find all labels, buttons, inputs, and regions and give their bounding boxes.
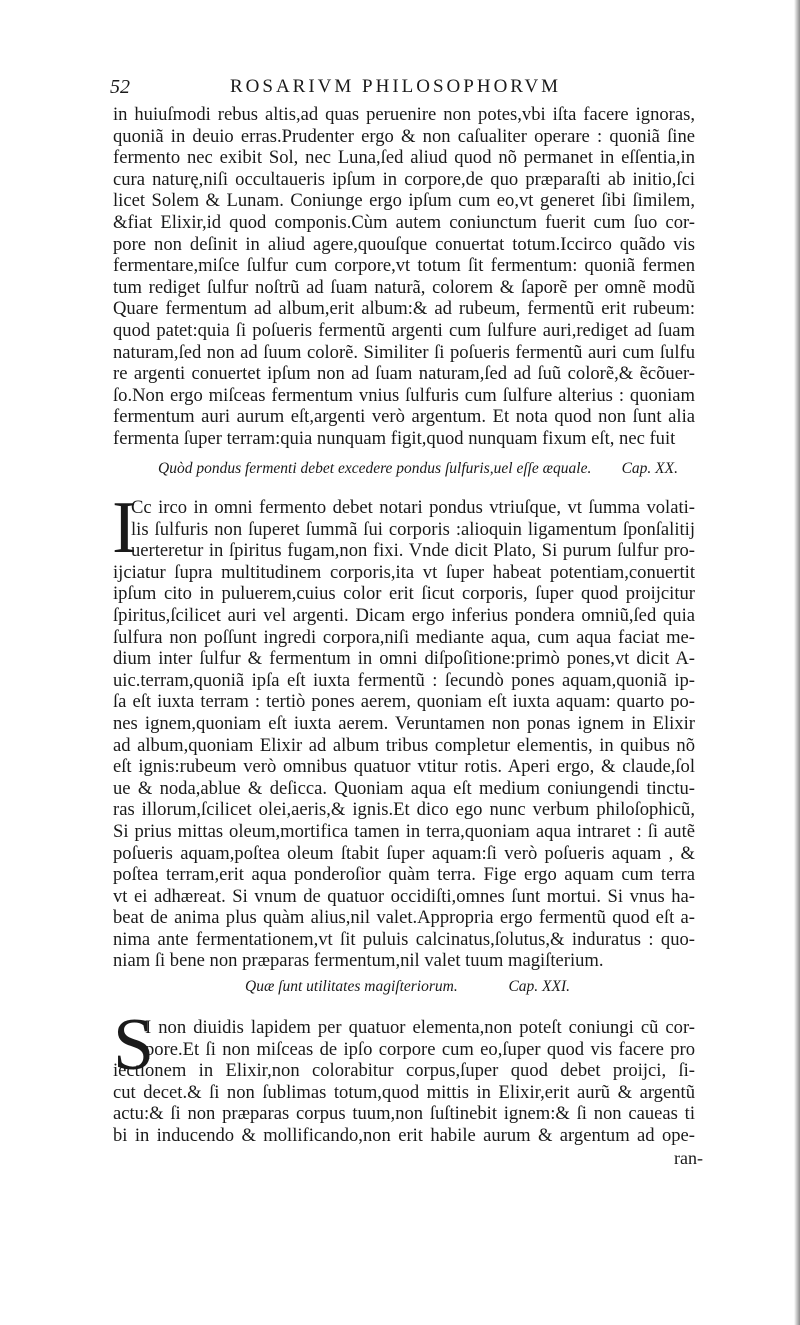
paragraph-2 xyxy=(113,497,695,972)
text-line: Cc irco in omni fermento debet notari pondus vtriuſque, vt ſumma volati- xyxy=(131,497,695,518)
chapter-heading-20 xyxy=(158,460,678,484)
page-edge-shadow xyxy=(794,0,800,1325)
paragraph-3 xyxy=(113,1017,695,1147)
text-line: ſa eſt iuxta terram : tertiò pones aerem, quoniam eſt iuxta aquam: quarto po- xyxy=(113,691,695,713)
text-line: pore.Et ſi non miſceas de ipſo corpore cum eo,ſuper quod vis facere pro xyxy=(145,1038,695,1060)
text-line: ſulfura non poſſunt ingredi corpora,niſi mediante aqua, cum aqua faciat me- xyxy=(113,626,695,648)
catchword: ran- xyxy=(674,1148,703,1168)
text-line: eſt ignis:rubeum verò omnibus quatuor vtitur rotis. Aperi ergo, & claude,ſol xyxy=(113,756,695,778)
paragraph-1 xyxy=(113,104,695,450)
text-line: iectionem in Elixir,non colorabitur corpus,ſuper quod debet proijci, ſi- xyxy=(113,1060,695,1082)
text-line: ipſum cito in puluerem,cuius color erit ſicut corporis, ſuper quod proijcitur xyxy=(113,583,695,605)
text-line: nima ante fermentationem,vt ſit puluis calcinatus,ſolutus,& induratus : quo- xyxy=(113,928,695,950)
text-line: I non diuidis lapidem per quatuor elementa,non poteſt coniungi cũ cor- xyxy=(145,1017,695,1038)
text-line: poſueris aquam,poſtea oleum ſtabit ſuper aquam:ſi verò poſueris aquam , & xyxy=(113,842,695,864)
drop-cap: I xyxy=(112,487,137,569)
text-line: ſo.Non ergo miſceas fermentum vnius ſulfuris cum ſulfure alterius : quoniam xyxy=(113,384,695,406)
text-line: re argenti conuertet ipſum non ad ſuam naturam,ſed ad ſuũ colorẽ,& ẽcõuer- xyxy=(113,363,695,385)
text-line: &fiat Elixir,id quod componis.Cùm autem coniunctum fuerit cum ſuo cor- xyxy=(113,211,695,233)
text-line: cut decet.& ſi non ſublimas totum,quod mittis in Elixir,erit aurũ & argentũ xyxy=(113,1081,695,1103)
text-line: tum rediget ſulfur noſtrũ ad ſuam naturã, colorem & ſaporẽ per omnẽ modũ xyxy=(113,276,695,298)
text-line: poſtea terram,erit aqua ponderoſior quàm terra. Fige ergo aquam cum terra xyxy=(113,864,695,886)
running-head: ROSARIVM PHILOSOPHORVM xyxy=(230,76,562,97)
text-line: licet Solem & Lunam. Coniunge ergo ipſum cum eo,vt generet ſibi ſimilem, xyxy=(113,190,695,212)
text-line: dium inter ſulfur & fermentum in omni diſpoſitione:primò pones,vt dicit A- xyxy=(113,648,695,670)
page-header xyxy=(110,76,710,102)
text-line: niam ſi bene non præparas fermentum,nil valet tuum magiſterium. xyxy=(113,950,604,972)
text-line: fermenta ſuper terram:quia nunquam figit,quod nunquam fixum eſt, nec fuit xyxy=(113,427,676,449)
text-line: fermentare,miſce ſulfur cum corpore,vt totum ſit fermentum: quoniã fermen xyxy=(113,255,695,277)
drop-cap: S xyxy=(113,1004,155,1086)
text-line: ue & noda,ablue & deſicca. Quoniam aqua eſt medium coniungendi tinctu- xyxy=(113,777,695,799)
text-line: quoniã in deuio erras.Prudenter ergo & non caſualiter operare : quoniã ſine xyxy=(113,125,695,147)
text-line: vt ei adhæreat. Si vnum de quatuor occidiſti,omnes ſunt mortui. Si vnus ha- xyxy=(113,885,695,907)
text-line: ad album,quoniam Elixir ad album tribus completur elementis, in quibus nõ xyxy=(113,734,695,756)
text-line: ras illorum,ſcilicet olei,aeris,& ignis.Et dico ego nunc verbum philoſophicũ, xyxy=(113,799,695,821)
chapter-number: Cap. XX. xyxy=(621,460,678,477)
text-line: ſpiritus,ſcilicet auri vel argenti. Dicam ergo inferius pondera omniũ,ſed quia xyxy=(113,604,695,626)
text-line: uerteretur in ſpiritus fugam,non fixi. Vnde dicit Plato, Si purum ſulfur pro- xyxy=(131,540,695,562)
page-number: 52 xyxy=(110,76,130,98)
text-line: beat de anima plus quàm alius,nil valet.Appropria ergo fermentũ quod eſt a- xyxy=(113,907,695,929)
text-line: naturam,ſed non ad ſuum colorẽ. Similiter ſi poſueris fermentũ auri cum ſulfu xyxy=(113,341,695,363)
text-line: in huiuſmodi rebus altis,ad quas peruenire non potes,vbi iſta facere ignoras, xyxy=(113,104,695,125)
text-line: fermento nec exibit Sol, nec Luna,ſed aliud quod nõ permanet in eſſentia,in xyxy=(113,147,695,169)
text-line: lis ſulfuris non ſuperet ſummã ſui corporis :alioquin ligamentum ſponſalitij xyxy=(131,518,695,540)
text-line: Quare fermentum ad album,erit album:& ad rubeum, fermentũ erit rubeum: xyxy=(113,298,695,320)
text-line: ijciatur ſupra multitudinem corporis,ita vt ſuper habeat potentiam,conuertit xyxy=(113,561,695,583)
text-line: fermentum auri aurum eſt,argenti verò argentum. Et nota quod non ſunt alia xyxy=(113,406,695,428)
text-line: Si prius mittas oleum,mortifica tamen in terra,quoniam aqua intraret : ſi autẽ xyxy=(113,820,695,842)
text-line: nes ignem,quoniam eſt iuxta aerem. Veruntamen non ponas ignem in Elixir xyxy=(113,712,695,734)
text-line: uic.terram,quoniã ipſa eſt iuxta fermentũ : ſecundò pones aquam,quoniã ip- xyxy=(113,669,695,691)
chapter-heading-21 xyxy=(245,978,570,1002)
text-line: quod patet:quia ſi poſueris fermentũ argenti cum ſulfure auri,rediget ad ſuam xyxy=(113,319,695,341)
chapter-number: Cap. XXI. xyxy=(508,978,570,995)
text-line: actu:& ſi non præparas corpus tuum,non ſuſtinebit ignem:& ſi non caueas ti xyxy=(113,1103,695,1125)
text-line: bi in inducendo & mollificando,non erit habile aurum & argentum ad ope- xyxy=(113,1124,695,1146)
chapter-title: Quòd pondus fermenti debet excedere pondus ſulfuris,uel eſſe æquale. xyxy=(158,460,592,477)
text-line: pore non deſinit in aliud agere,quouſque conuertat totum.Iccirco quãdo vis xyxy=(113,233,695,255)
chapter-title: Quæ ſunt utilitates magiſteriorum. xyxy=(245,978,458,995)
text-line: cura naturę,niſi occultaueris ipſum in corpore,de quo præparaſti ab initio,ſci xyxy=(113,168,695,190)
